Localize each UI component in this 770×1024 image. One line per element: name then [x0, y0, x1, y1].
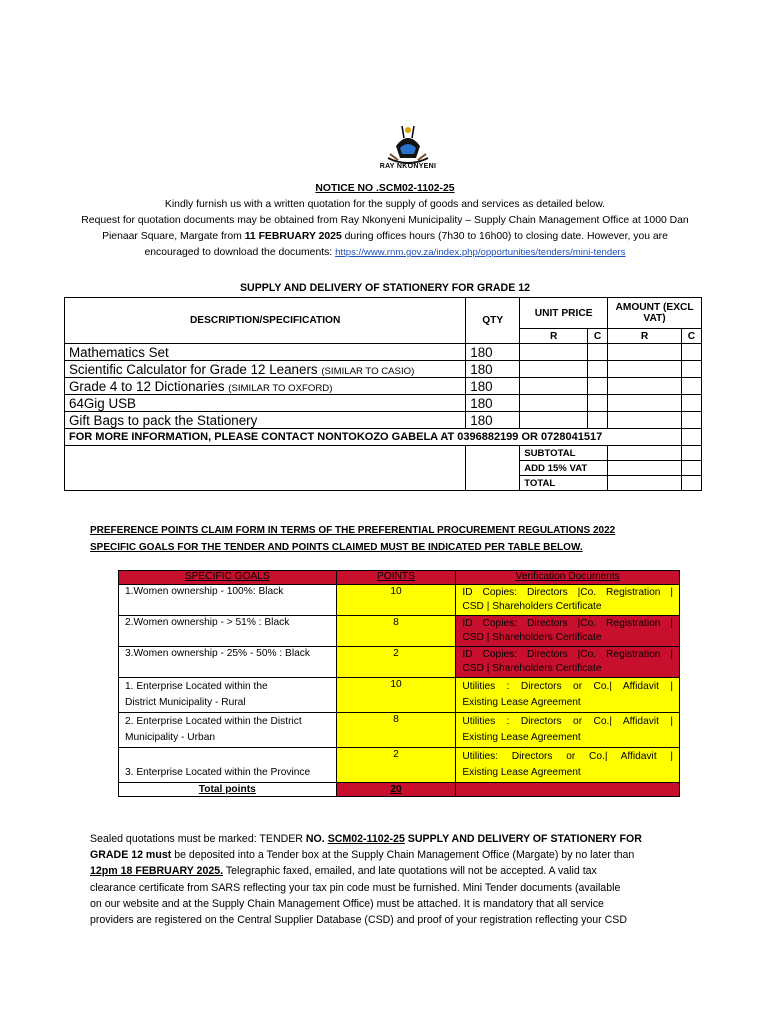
vat-label: ADD 15% VAT	[520, 461, 608, 476]
unit-r-cell[interactable]	[520, 344, 588, 361]
item-qty: 180	[466, 395, 520, 412]
supply-title: SUPPLY AND DELIVERY OF STATIONERY FOR GRADE 12	[239, 282, 530, 294]
amount-c-cell[interactable]	[681, 395, 701, 412]
table-row	[119, 748, 680, 783]
blank-cell	[65, 446, 466, 461]
subtotal-c[interactable]	[681, 446, 701, 461]
item-desc	[65, 344, 466, 361]
total-points-value: 20	[336, 783, 456, 797]
item-qty: 180	[466, 378, 520, 395]
item-qty: 180	[466, 412, 520, 429]
points-cell[interactable]: 10	[336, 678, 456, 713]
sealed-text-bold: NO.	[305, 833, 328, 845]
goal-cell	[119, 713, 337, 748]
item-desc-text: Scientific Calculator for Grade 12 Leaners	[69, 361, 322, 377]
unit-c-cell[interactable]	[588, 344, 608, 361]
verification-line: ID Copies: Directors |Co. Registration |	[462, 618, 673, 629]
table-row	[65, 395, 702, 412]
verification-cell	[456, 616, 680, 647]
intro-line-4	[30, 245, 740, 261]
item-desc-text: Grade 4 to 12 Dictionaries	[69, 378, 229, 394]
amount-r-cell[interactable]	[608, 378, 682, 395]
contact-spacer	[608, 429, 682, 446]
intro-line-3	[30, 229, 740, 245]
total-c[interactable]	[681, 476, 701, 491]
sealed-text: be deposited into a Tender box at the Supply Chain Management Office (Margate) by no later than	[171, 849, 635, 862]
intro-line-1: Kindly furnish us with a written quotation for the supply of goods and services as detailed below.	[164, 199, 606, 210]
verification-line: Utilities: Directors or Co.| Affidavit |	[462, 751, 673, 762]
unit-c-cell[interactable]	[588, 361, 608, 378]
sealed-text: on our website and at the Supply Chain Management Office) must be attached. It is mandatory that all service	[90, 897, 604, 910]
amount-c-cell[interactable]	[681, 378, 701, 395]
intro-text	[30, 197, 740, 261]
goal-cell	[119, 678, 337, 713]
subtotal-label: SUBTOTAL	[520, 446, 608, 461]
table-row	[65, 361, 702, 378]
preference-line-1: PREFERENCE POINTS CLAIM FORM IN TERMS OF THE PREFERENTIAL PROCUREMENT REGULATIONS 2022	[90, 525, 616, 536]
intro-line-3a: Pienaar Square, Margate from	[102, 231, 245, 242]
col-verification: Verification Documents	[456, 571, 680, 585]
start-date: 11 FEBRUARY 2025	[244, 231, 342, 242]
verification-cell	[456, 748, 680, 783]
blank-cell	[65, 476, 466, 491]
verification-cell	[456, 585, 680, 616]
unit-c: C	[588, 329, 608, 344]
verification-line: CSD | Shareholders Certificate	[462, 601, 602, 612]
goal-line: District Municipality - Rural	[125, 697, 246, 708]
blank-cell	[466, 461, 520, 476]
municipality-logo	[378, 124, 438, 182]
tenders-link[interactable]: https://www.rnm.gov.za/index.php/opportunities/tenders/mini-tenders	[335, 247, 626, 258]
amount-c-cell[interactable]	[681, 412, 701, 429]
table-row	[119, 647, 680, 678]
total-points-label: Total points	[119, 783, 337, 797]
blank-cell	[466, 446, 520, 461]
col-points: POINTS	[336, 571, 456, 585]
tender-number: SCM02-1102-25	[327, 833, 405, 845]
item-note: (SIMILAR TO OXFORD)	[228, 382, 333, 394]
goal-line: 1. Enterprise Located within the	[125, 681, 268, 692]
preference-line-2: SPECIFIC GOALS FOR THE TENDER AND POINTS CLAIMED MUST BE INDICATED PER TABLE BELOW.	[90, 542, 583, 553]
sealed-text: clearance certificate from SARS reflecting your tax pin code must be furnished. Mini Tender documents (available	[90, 881, 621, 894]
blank-cell	[65, 461, 466, 476]
points-cell[interactable]: 8	[336, 713, 456, 748]
amount-c-cell[interactable]	[681, 344, 701, 361]
contact-info: FOR MORE INFORMATION, PLEASE CONTACT NONTOKOZO GABELA AT 0396882199 OR 0728041517	[65, 429, 608, 446]
col-qty: QTY	[466, 298, 520, 344]
total-r[interactable]	[608, 476, 682, 491]
unit-c-cell[interactable]	[588, 378, 608, 395]
verification-line: Utilities : Directors or Co.| Affidavit |	[462, 716, 673, 727]
sealed-text-bold: SUPPLY AND DELIVERY OF STATIONERY FOR	[404, 833, 642, 845]
item-desc-text: 64Gig USB	[69, 395, 136, 411]
vat-r[interactable]	[608, 461, 682, 476]
table-row	[65, 412, 702, 429]
goal-cell: 2.Women ownership - > 51% : Black	[119, 616, 337, 647]
unit-r: R	[520, 329, 588, 344]
subtotal-r[interactable]	[608, 446, 682, 461]
goal-cell	[119, 748, 337, 783]
item-note: (SIMILAR TO CASIO)	[321, 365, 415, 377]
goal-line: 3. Enterprise Located within the Province	[125, 767, 311, 778]
blank-cell	[466, 476, 520, 491]
amount-r-cell[interactable]	[608, 361, 682, 378]
goal-line: Municipality - Urban	[125, 732, 216, 743]
unit-c-cell[interactable]	[588, 395, 608, 412]
total-label: TOTAL	[520, 476, 608, 491]
preference-heading	[90, 522, 615, 556]
col-description: DESCRIPTION/SPECIFICATION	[65, 298, 466, 344]
sealed-text-bold: GRADE 12 must	[90, 849, 172, 862]
unit-r-cell[interactable]	[520, 361, 588, 378]
item-desc	[65, 378, 466, 395]
logo-text: RAY NKONYENI	[379, 163, 437, 170]
col-amount: AMOUNT (EXCL VAT)	[608, 298, 702, 329]
contact-spacer-c	[681, 429, 701, 446]
verification-cell	[456, 647, 680, 678]
amount-r-cell[interactable]	[608, 344, 682, 361]
verification-line: CSD | Shareholders Certificate	[462, 632, 602, 643]
verification-line: Existing Lease Agreement	[462, 767, 581, 778]
item-qty: 180	[466, 361, 520, 378]
intro-line-3c: during offices hours (7h30 to 16h00) to closing date. However, you are	[341, 231, 668, 242]
item-qty: 180	[466, 344, 520, 361]
sealed-text: Telegraphic faxed, emailed, and late quotations will not be accepted. A valid tax	[223, 865, 597, 878]
col-specific-goals: SPECIFIC GOALS	[119, 571, 337, 585]
table-row	[119, 678, 680, 713]
col-unit-price: UNIT PRICE	[520, 298, 608, 329]
table-row	[65, 344, 702, 361]
preference-table	[118, 570, 680, 797]
unit-c-cell[interactable]	[588, 412, 608, 429]
verification-line: CSD | Shareholders Certificate	[462, 663, 602, 674]
notice-number: NOTICE NO .SCM02-1102-25	[315, 183, 455, 194]
item-desc	[65, 395, 466, 412]
sealed-text: providers are registered on the Central Supplier Database (CSD) and proof of your registration reflecting your CSD	[90, 914, 628, 927]
sealed-text: Sealed quotations must be marked: TENDER	[90, 833, 306, 845]
item-desc-text: Gift Bags to pack the Stationery	[69, 412, 258, 428]
verification-line: Existing Lease Agreement	[462, 732, 581, 743]
intro-line-2: Request for quotation documents may be obtained from Ray Nkonyeni Municipality – Supply Chain Management Office at 1000 Dan	[81, 215, 689, 226]
table-row	[119, 713, 680, 748]
verification-line: Utilities : Directors or Co.| Affidavit |	[462, 681, 673, 692]
points-cell[interactable]: 8	[336, 616, 456, 647]
closing-date: 12pm 18 FEBRUARY 2025.	[90, 865, 224, 878]
vat-c[interactable]	[681, 461, 701, 476]
unit-r-cell[interactable]	[520, 395, 588, 412]
amount-r-cell[interactable]	[608, 412, 682, 429]
amount-c: C	[681, 329, 701, 344]
amount-c-cell[interactable]	[681, 361, 701, 378]
sealed-quotations-paragraph	[90, 831, 690, 928]
verification-line: ID Copies: Directors |Co. Registration |	[462, 587, 673, 598]
goal-cell: 1.Women ownership - 100%: Black	[119, 585, 337, 616]
supply-table	[64, 297, 702, 491]
goal-cell: 3.Women ownership - 25% - 50% : Black	[119, 647, 337, 678]
download-text: encouraged to download the documents:	[144, 247, 336, 258]
item-desc-text: Mathematics Set	[69, 344, 169, 360]
verification-cell	[456, 713, 680, 748]
points-cell[interactable]: 10	[336, 585, 456, 616]
verification-line: ID Copies: Directors |Co. Registration |	[462, 649, 673, 660]
table-row	[119, 616, 680, 647]
unit-r-cell[interactable]	[520, 412, 588, 429]
table-row	[65, 378, 702, 395]
item-desc	[65, 412, 466, 429]
total-verification-cell	[456, 783, 680, 797]
goal-line: 2. Enterprise Located within the District	[125, 716, 302, 727]
points-cell[interactable]: 2	[336, 748, 456, 783]
table-row	[119, 585, 680, 616]
amount-r: R	[608, 329, 682, 344]
item-desc	[65, 361, 466, 378]
unit-r-cell[interactable]	[520, 378, 588, 395]
verification-cell	[456, 678, 680, 713]
amount-r-cell[interactable]	[608, 395, 682, 412]
verification-line: Existing Lease Agreement	[462, 697, 581, 708]
points-cell[interactable]: 2	[336, 647, 456, 678]
